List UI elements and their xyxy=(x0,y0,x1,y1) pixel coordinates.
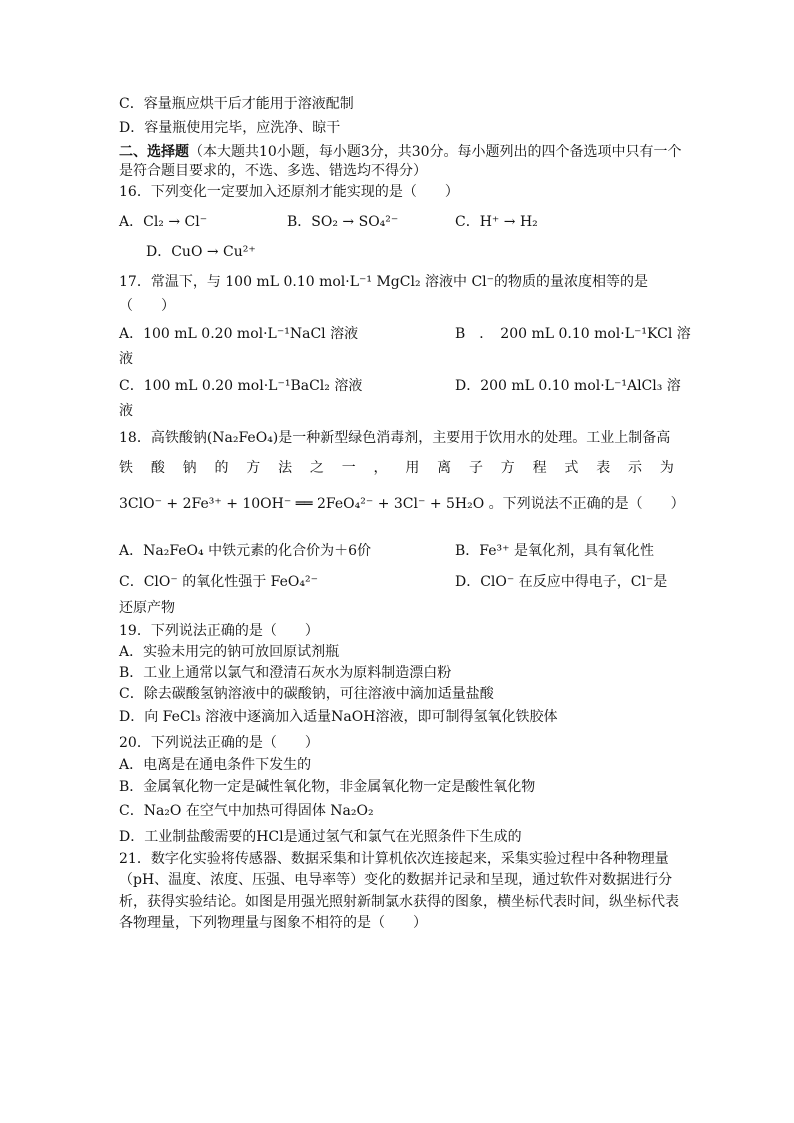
q18-option-a: A．Na₂FeO₄ 中铁元素的化合价为＋6价 xyxy=(119,543,371,559)
q18-char: 之 xyxy=(309,460,324,476)
question-21-line-4: 各物理量，下列物理量与图象不相符的是（ ） xyxy=(119,915,427,931)
q18-char: 离 xyxy=(437,460,452,476)
q18-option-d-cont: 还原产物 xyxy=(119,600,175,616)
q18-char: 用 xyxy=(405,460,420,476)
q18-char: 示 xyxy=(628,460,642,476)
q16-option-b: B．SO₂ → SO₄²⁻ xyxy=(287,214,399,230)
q20-option-c: C．Na₂O 在空气中加热可得固体 Na₂O₂ xyxy=(119,803,374,819)
q20-option-b: B．金属氧化物一定是碱性氧化物，非金属氧化物一定是酸性氧化物 xyxy=(119,779,536,795)
q17-option-d-cont: 液 xyxy=(119,403,133,419)
q18-char: 铁 xyxy=(119,460,133,476)
question-21-line-2: （pH、温度、浓度、压强、电导率等）变化的数据并记录和呈现，通过软件对数据进行分 xyxy=(119,872,673,888)
q16-option-c: C．H⁺ → H₂ xyxy=(455,214,538,230)
q18-char: 为 xyxy=(659,460,674,476)
q17-option-b: B ． 200 mL 0.10 mol·L⁻¹KCl 溶 xyxy=(455,326,691,342)
q18-char: 表 xyxy=(596,460,611,476)
q18-char: 方 xyxy=(500,460,515,476)
q18-equation: 3ClO⁻ + 2Fe³⁺ + 10OH⁻ ══ 2FeO₄²⁻ + 3Cl⁻ + 5H₂O 。下列说法不正确的是（ ） xyxy=(119,496,685,512)
q18-option-d: D．ClO⁻ 在反应中得电子，Cl⁻是 xyxy=(455,574,668,590)
q17-option-b-cont: 液 xyxy=(119,351,133,367)
q16-option-d: D．CuO → Cu²⁺ xyxy=(146,244,256,260)
q18-char: 一 xyxy=(341,460,356,476)
q18-char: 式 xyxy=(564,460,579,476)
q18-char: 方 xyxy=(246,460,261,476)
section-2-title: 二、选择题 xyxy=(119,144,189,160)
q17-option-d: D．200 mL 0.10 mol·L⁻¹AlCl₃ 溶 xyxy=(455,378,681,394)
q18-char: 程 xyxy=(532,460,547,476)
q18-char: 子 xyxy=(468,460,483,476)
q17-option-c: C．100 mL 0.20 mol·L⁻¹BaCl₂ 溶液 xyxy=(119,378,363,394)
q18-char: 酸 xyxy=(150,460,165,476)
q19-option-c: C．除去碳酸氢钠溶液中的碳酸钠，可往溶液中滴加适量盐酸 xyxy=(119,686,494,702)
q18-option-c: C．ClO⁻ 的氧化性强于 FeO₄²⁻ xyxy=(119,574,318,590)
q16-option-a: A．Cl₂ → Cl⁻ xyxy=(119,214,208,230)
option-c-prev: C．容量瓶应烘干后才能用于溶液配制 xyxy=(119,96,354,112)
q18-char: 钠 xyxy=(182,460,197,476)
q20-option-a: A．电离是在通电条件下发生的 xyxy=(119,757,312,773)
question-16: 16．下列变化一定要加入还原剂才能实现的是（ ） xyxy=(119,184,459,200)
q18-option-b: B．Fe³⁺ 是氧化剂，具有氧化性 xyxy=(455,543,654,559)
q19-option-a: A．实验未用完的钠可放回原试剂瓶 xyxy=(119,644,340,660)
q18-char: 的 xyxy=(214,460,229,476)
question-20: 20．下列说法正确的是（ ） xyxy=(119,735,319,751)
q18-char: 法 xyxy=(278,460,293,476)
question-21: 21．数字化实验将传感器、数据采集和计算机依次连接起来，采集实验过程中各种物理量 xyxy=(119,851,669,867)
question-17: 17．常温下，与 100 mL 0.10 mol·L⁻¹ MgCl₂ 溶液中 Cl⁻的物质的量浓度相等的是 xyxy=(119,274,649,290)
question-19: 19．下列说法正确的是（ ） xyxy=(119,623,319,639)
q19-option-d: D．向 FeCl₃ 溶液中逐滴加入适量NaOH溶液，即可制得氢氧化铁胶体 xyxy=(119,709,558,725)
question-18: 18．高铁酸钠(Na₂FeO₄)是一种新型绿色消毒剂，主要用于饮用水的处理。工业上制备高 xyxy=(119,430,671,446)
q17-answer-paren: （ ） xyxy=(119,298,175,314)
option-d-prev: D．容量瓶使用完毕，应洗净、晾干 xyxy=(119,120,341,136)
section-2-instructions-2: 是符合题目要求的，不选、多选、错选均不得分） xyxy=(119,163,427,179)
question-21-line-3: 析，获得实验结论。如图是用强光照射新制氯水获得的图象，横坐标代表时间，纵坐标代表 xyxy=(119,894,679,910)
q19-option-b: B．工业上通常以氯气和澄清石灰水为原料制造漂白粉 xyxy=(119,665,452,681)
section-2-instructions: （本大题共10小题，每小题3分，共30分。每小题列出的四个备选项中只有一个 xyxy=(189,144,682,160)
q17-option-a: A．100 mL 0.20 mol·L⁻¹NaCl 溶液 xyxy=(119,326,359,342)
q18-line-2 xyxy=(119,459,674,477)
section-2-header xyxy=(119,143,682,161)
q18-char: ， xyxy=(373,460,388,476)
q20-option-d: D．工业制盐酸需要的HCl是通过氢气和氯气在光照条件下生成的 xyxy=(119,829,522,845)
